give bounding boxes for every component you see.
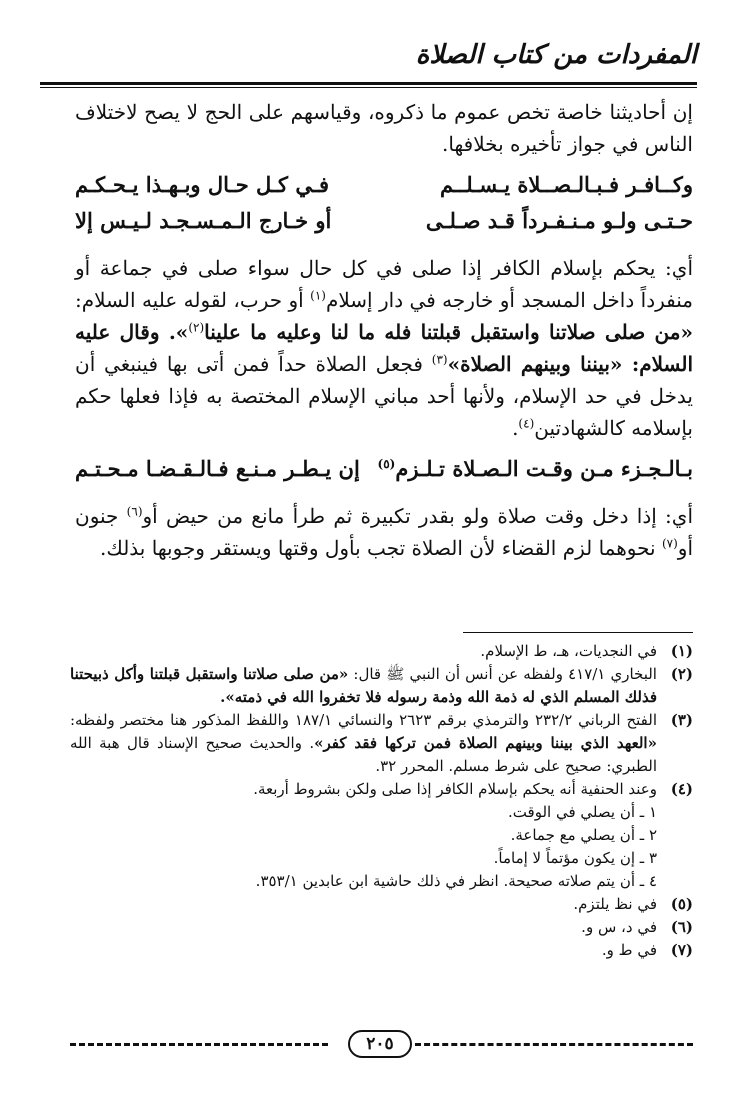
footnote-separator <box>463 632 693 633</box>
footnote-text: في ط و. <box>601 941 657 959</box>
footnote-4-item-4: ٤ ـ أن يتم صلاته صحيحة. انظر في ذلك حاشية ابن عابدين ٣٥٣/١. <box>255 872 657 890</box>
footnote-text: في النجديات، هـ، ط الإسلام. <box>480 642 657 660</box>
footnote-4-item-2: ٢ ـ أن يصلي مع جماعة. <box>510 826 657 844</box>
footnote-text: وعند الحنفية أنه يحكم بإسلام الكافر إذا صلى ولكن بشروط أربعة. <box>253 780 657 798</box>
footnote-number: (٤) <box>670 780 693 798</box>
verse-line-3 <box>75 452 693 486</box>
p2-text-b: أو حرب، لقوله عليه السلام: <box>75 288 311 312</box>
header-title: المفردات من كتاب الصلاة <box>415 40 697 70</box>
running-header <box>40 30 697 88</box>
p2-text-a: أي: يحكم بإسلام الكافر إذا صلى في كل حال سواء صلى في جماعة أو منفرداً داخل المسجد أو خارجه في دار إسلام <box>75 256 693 312</box>
footnote-2-hadith: «من صلى صلاتنا واستقبل قبلتنا وأكل ذبيحتنا فذلك المسلم الذي له ذمة الله وذمة رسوله فلا تخفروا الله في ذمته». <box>70 665 657 706</box>
footnote-ref-2[interactable]: (٢) <box>188 320 205 335</box>
page-footer <box>70 1030 693 1058</box>
footnote-number: (١) <box>670 642 693 660</box>
paragraph-2 <box>75 252 693 444</box>
footnote-3-text-a: الفتح الرباني ٢٣٢/٢ والترمذي برقم ٢٦٢٣ والنسائي ١٨٧/١ واللفظ المذكور هنا مختصر ولفظه: <box>70 711 657 729</box>
hadith-quote-1: «من صلى صلاتنا واستقبل قبلتنا فله ما لنا وعليه ما علينا <box>204 320 693 344</box>
p3-text-a: أي: إذا دخل وقت صلاة ولو بقدر تكبيرة ثم طرأ مانع من حيض أو <box>142 504 693 528</box>
header-rule <box>40 82 697 85</box>
verse-line-2 <box>75 204 693 238</box>
verse-line-1 <box>75 168 693 202</box>
verse-1-second-hemistich: فـي كـل حـال وبـهـذا يـحـكـم <box>75 172 330 197</box>
footnote-number: (٥) <box>670 895 693 913</box>
footnote-7 <box>70 939 693 962</box>
footnote-number: (٢) <box>670 665 693 683</box>
footnote-3-hadith: «العهد الذي بيننا وبينهم الصلاة فمن تركها فقد كفر» <box>314 734 657 752</box>
footnote-number: (٦) <box>670 918 693 936</box>
footnote-4 <box>70 778 693 801</box>
footnote-4-item-3: ٣ ـ إن يكون مؤتماً لا إماماً. <box>493 849 657 867</box>
footnote-text <box>70 709 657 778</box>
footnote-ref-1[interactable]: (١) <box>310 288 326 303</box>
verse-1-first-hemistich: وكــافـر فـبـالـصــلاة يـسـلــم <box>439 172 693 197</box>
footnote-text: في نظ يلتزم. <box>573 895 657 913</box>
footnote-5 <box>70 893 693 916</box>
footnote-3-text-c: . والحديث صحيح الإسناد قال هبة الله الطبري: صحيح على شرط مسلم. المحرر ٣٢. <box>70 734 657 775</box>
verse-3-first-hemistich <box>378 452 694 486</box>
p3-text-b: جنون أو <box>75 504 693 560</box>
main-text <box>75 96 693 572</box>
verse-3-second-hemistich: إن يـطـر مـنـع فـالـقـضـا مـحـتـم <box>75 456 360 481</box>
hadith-quote-2: «بيننا وبينهم الصلاة» <box>447 352 623 376</box>
footnote-ref-6[interactable]: (٦) <box>126 504 143 519</box>
footnote-number: (٧) <box>670 941 693 959</box>
footnote-3 <box>70 709 693 778</box>
header-rule-thin <box>40 87 697 88</box>
footnote-ref-3[interactable]: (٣) <box>431 352 448 367</box>
footnote-ref-7[interactable]: (٧) <box>661 536 678 551</box>
verse-2-second-hemistich: أو خـارج الـمـسـجـد لـيـس إلا <box>75 208 332 233</box>
footnote-ref-4[interactable]: (٤) <box>518 416 535 431</box>
footnote-text: في د، س و. <box>581 918 657 936</box>
p3-text-c: نحوهما لزم القضاء لأن الصلاة تجب بأول وقتها ويستقر وجوبها بذلك. <box>100 536 662 560</box>
footnote-2-text-a: البخاري ٤١٧/١ ولفظه عن أنس أن النبي ﷺ قال: <box>348 665 657 683</box>
paragraph-1: إن أحاديثنا خاصة تخص عموم ما ذكروه، وقياسهم على الحج لا يصح لاختلاف الناس في جواز تأخيره بخلافها. <box>75 100 693 156</box>
footnote-number: (٣) <box>670 711 693 729</box>
footer-dashed-rule-left <box>70 1043 328 1046</box>
footer-dashed-rule-right <box>415 1043 693 1046</box>
p2-text-d: فجعل الصلاة حداً فمن أتى بها فينبغي أن يدخل في حد الإسلام، ولأنها أحد مباني الإسلام المختصة به فإذا فعلها حكم بإسلامه كالشهادتين <box>75 352 693 440</box>
footnote-ref-5[interactable]: (٥) <box>377 457 396 471</box>
footnote-4-item-1: ١ ـ أن يصلي في الوقت. <box>508 803 657 821</box>
page-number: ٢٠٥ <box>348 1030 412 1058</box>
verse-2-first-hemistich: حـتـى ولـو مـنـفـرداً قـد صـلـى <box>425 208 693 233</box>
p2-text-e: . <box>512 416 519 440</box>
paragraph-3 <box>75 500 693 564</box>
footnote-6 <box>70 916 693 939</box>
footnote-text <box>70 663 657 709</box>
footnote-2 <box>70 663 693 709</box>
footnotes <box>70 640 693 962</box>
p2-text-c: ». وقال عليه السلام: <box>75 320 694 376</box>
footnote-1 <box>70 640 693 663</box>
verse-3-first-text: بـالـجـزء مـن وقـت الـصـلاة تـلـزم <box>395 456 693 481</box>
